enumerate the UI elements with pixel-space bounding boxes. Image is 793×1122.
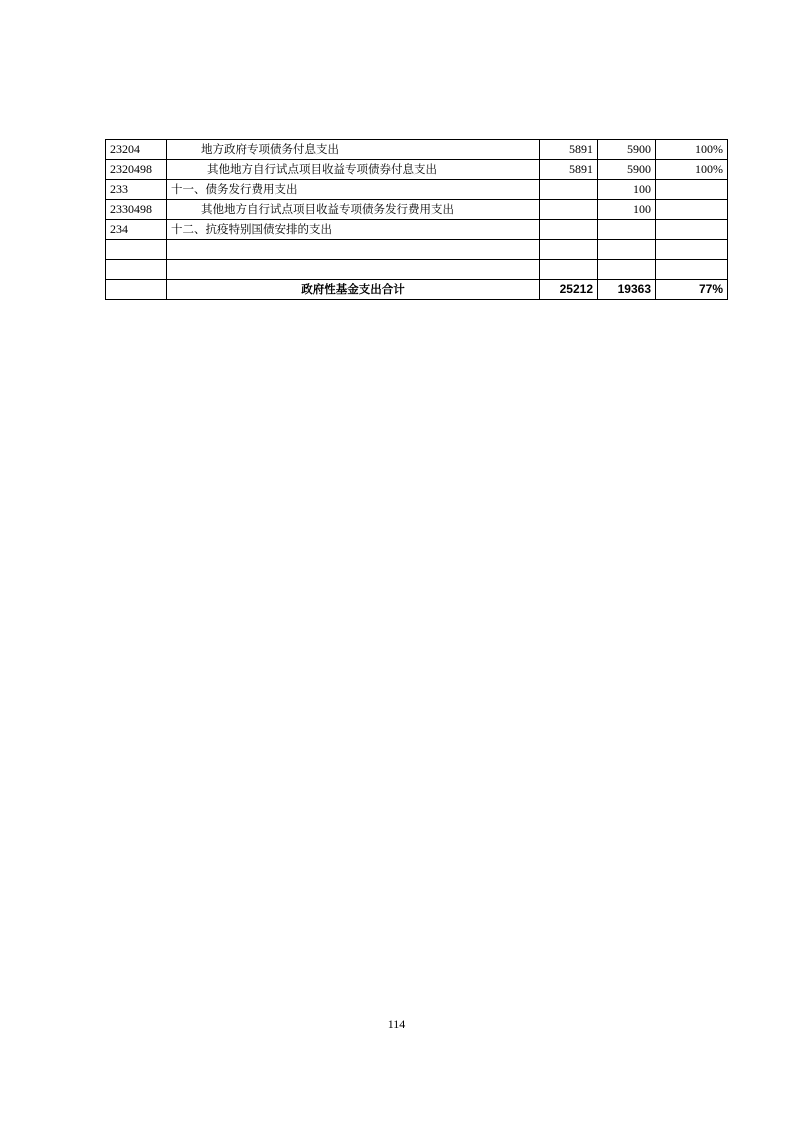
total-value-2: 19363: [598, 280, 656, 300]
table-row: [106, 200, 728, 220]
row-value-1: [540, 240, 598, 260]
row-value-1: [540, 200, 598, 220]
row-name: 地方政府专项债务付息支出: [167, 140, 540, 160]
row-value-3: [656, 220, 728, 240]
table-row: [106, 140, 728, 160]
table-row: [106, 180, 728, 200]
page-number: 114: [387, 1017, 406, 1031]
row-code: 23204: [106, 140, 167, 160]
row-code: 233: [106, 180, 167, 200]
row-value-1: 5891: [540, 140, 598, 160]
row-value-2: 100: [598, 200, 656, 220]
row-value-2: 100: [598, 180, 656, 200]
row-code: 2330498: [106, 200, 167, 220]
row-value-1: [540, 180, 598, 200]
row-value-3: [656, 240, 728, 260]
row-code: [106, 260, 167, 280]
total-code: [106, 280, 167, 300]
row-value-3: 100%: [656, 160, 728, 180]
row-value-2: 5900: [598, 160, 656, 180]
row-value-2: [598, 240, 656, 260]
total-value-3: 77%: [656, 280, 728, 300]
table-row: [106, 160, 728, 180]
row-value-3: [656, 260, 728, 280]
total-label: 政府性基金支出合计: [167, 280, 540, 300]
row-value-2: 5900: [598, 140, 656, 160]
row-value-3: [656, 180, 728, 200]
row-value-2: [598, 220, 656, 240]
total-row: [106, 280, 728, 300]
row-code: 234: [106, 220, 167, 240]
table-row: [106, 260, 728, 280]
row-name: [167, 260, 540, 280]
total-value-1: 25212: [540, 280, 598, 300]
row-value-1: [540, 220, 598, 240]
row-value-1: 5891: [540, 160, 598, 180]
row-value-3: 100%: [656, 140, 728, 160]
row-name: 其他地方自行试点项目收益专项债务发行费用支出: [167, 200, 540, 220]
table-row: [106, 220, 728, 240]
row-name: 十一、债务发行费用支出: [167, 180, 540, 200]
row-value-3: [656, 200, 728, 220]
row-value-1: [540, 260, 598, 280]
row-value-2: [598, 260, 656, 280]
fund-expenditure-table: [105, 139, 728, 300]
row-name: [167, 240, 540, 260]
row-code: [106, 240, 167, 260]
row-name: 其他地方自行试点项目收益专项债券付息支出: [167, 160, 540, 180]
row-name: 十二、抗疫特别国债安排的支出: [167, 220, 540, 240]
row-code: 2320498: [106, 160, 167, 180]
table-row: [106, 240, 728, 260]
